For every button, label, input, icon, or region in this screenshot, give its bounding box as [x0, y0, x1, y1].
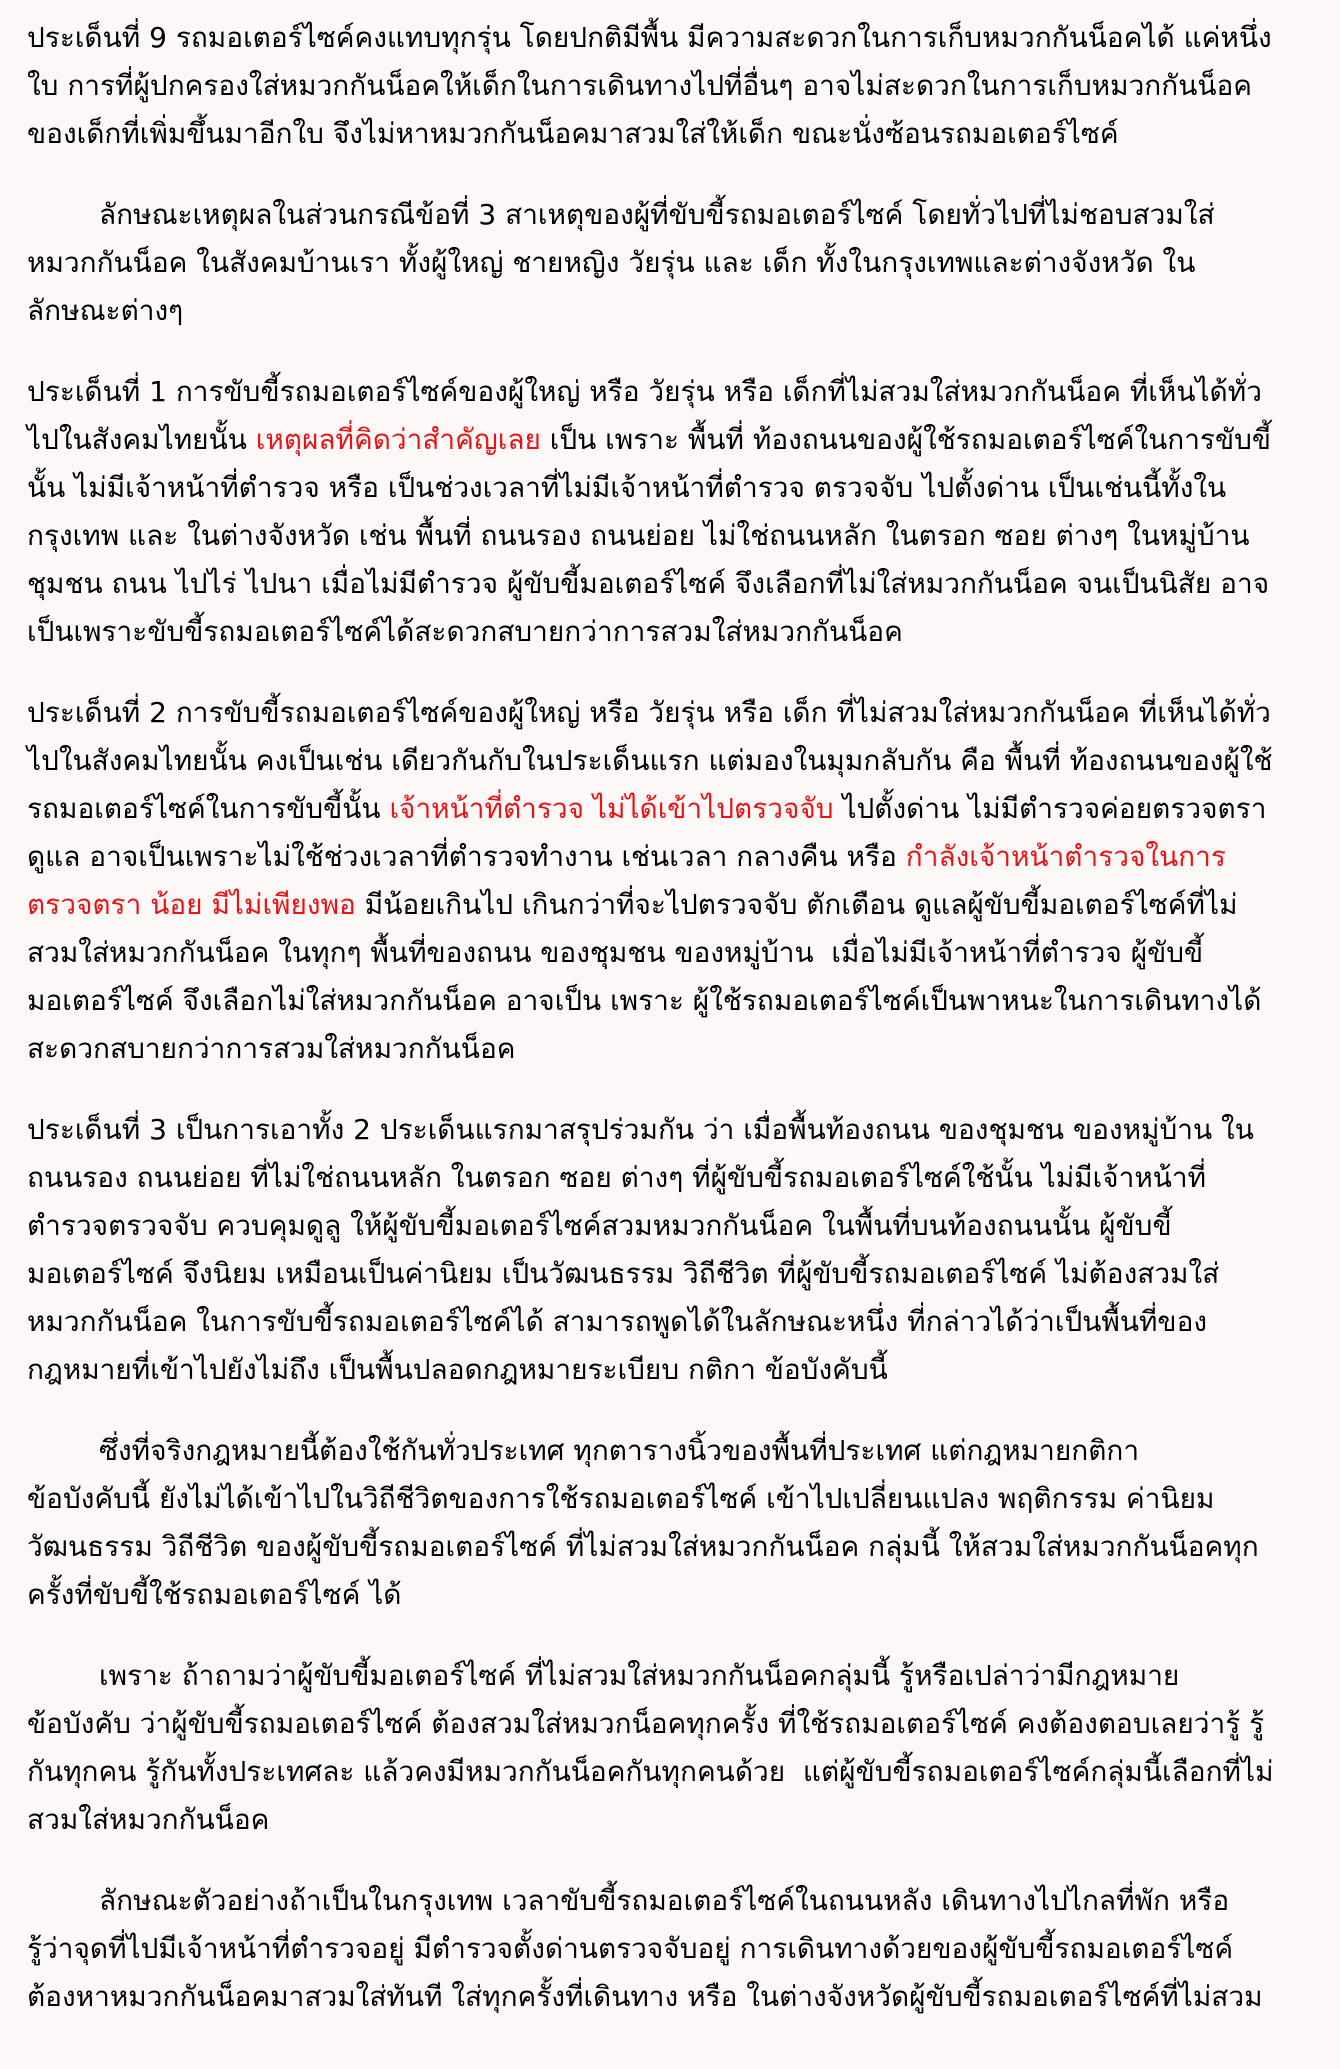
paragraph	[27, 689, 1312, 1073]
text-run: ถนนรอง ถนนย่อย ที่ไม่ใช่ถนนหลัก ในตรอก ซอย ต่างๆ ที่ผู้ขับขี้รถมอเตอร์ไซค์ใช้นั้น ไม่มีเจ้าหน้าที่	[27, 1161, 1207, 1194]
text-run: ข้อบังคับนี้ ยังไม่ได้เข้าไปในวิถีชีวิตของการใช้รถมอเตอร์ไซค์ เข้าไปเปลี่ยนแปลง พฤติกรรม ค่านิยม	[27, 1482, 1215, 1515]
text-run: เพราะ ถ้าถามว่าผู้ขับขี้มอเตอร์ไซค์ ที่ไม่สวมใส่หมวกกันน็อคกลุ่มนี้ รู้หรือเปล่าว่ามีกฎหมาย	[99, 1659, 1180, 1692]
highlighted-text-run: กำลังเจ้าหน้าตำรวจในการ	[905, 840, 1226, 873]
paragraph	[27, 1877, 1312, 2021]
text-run: เป็น เพราะ พื้นที่ ท้องถนนของผู้ใช้รถมอเตอร์ไซค์ในการขับขี้	[540, 423, 1272, 456]
text-run: กันทุกคน รู้กันทั้งประเทศละ แล้วคงมีหมวกกันน็อคกันทุกคนด้วย แต่ผู้ขับขี้รถมอเตอร์ไซค์กลุ่มนี้เลือกที่ไม่	[27, 1755, 1274, 1788]
paragraph	[27, 1106, 1312, 1394]
text-run: ประเด็นที่ 9 รถมอเตอร์ไซค์คงแทบทุกรุ่น โดยปกติมีพื้น มีความสะดวกในการเก็บหมวกกันน็อคได้ แค่หนึ่ง	[27, 21, 1272, 54]
text-run: นั้น ไม่มีเจ้าหน้าที่ตำรวจ หรือ เป็นช่วงเวลาที่ไม่มีเจ้าหน้าที่ตำรวจ ตรวจจับ ไปตั้งด่าน เป็นเช่นนี้ทั้งใน	[27, 471, 1227, 504]
text-run: ตำรวจตรวจจับ ควบคุมดูลู ให้ผู้ขับขี้มอเตอร์ไซค์สวมหมวกกันน็อค ในพื้นที่บนท้องถนนนั้น ผู้ขับขี้	[27, 1209, 1172, 1242]
text-run: ไปตั้งด่าน ไม่มีตำรวจค่อยตรวจตรา	[833, 792, 1267, 825]
text-run: สวมใส่หมวกกันน็อค	[27, 1803, 270, 1836]
text-run: ลักษณะตัวอย่างถ้าเป็นในกรุงเทพ เวลาขับขี้รถมอเตอร์ไซค์ในถนนหลัง เดินทางไปไกลที่พัก หรือ	[99, 1884, 1230, 1917]
text-run: รู้ว่าจุดที่ไปมีเจ้าหน้าที่ตำรวจอยู่ มีตำรวจตั้งด่านตรวจจับอยู่ การเดินทางด้วยของผู้ขับขี้รถมอเตอร์ไซค์	[27, 1932, 1234, 1965]
paragraph	[27, 368, 1312, 656]
text-run: หมวกกันน็อค ในการขับขี้รถมอเตอร์ไซค์ได้ สามารถพูดได้ในลักษณะหนึ่ง ที่กล่าวได้ว่าเป็นพื้นที่ของ	[27, 1305, 1208, 1338]
text-run: ซึ่งที่จริงกฎหมายนี้ต้องใช้กันทั่วประเทศ ทุกตารางนิ้วของพื้นที่ประเทศ แต่กฎหมายกติกา	[99, 1434, 1140, 1467]
text-run: ข้อบังคับ ว่าผู้ขับขี้รถมอเตอร์ไซค์ ต้องสวมใส่หมวกน็อคทุกครั้ง ที่ใช้รถมอเตอร์ไซค์ คงต้องตอบเลยว่ารู้ รู้	[27, 1707, 1265, 1740]
paragraph	[27, 1427, 1312, 1619]
highlighted-text-run: เหตุผลที่คิดว่าสำคัญเลย	[255, 423, 541, 456]
text-run: ใบ การที่ผู้ปกครองใส่หมวกกันน็อคให้เด็กในการเดินทางไปที่อื่นๆ อาจไม่สะดวกในการเก็บหมวกกันน็อค	[27, 69, 1253, 102]
text-run: หมวกกันน็อค ในสังคมบ้านเรา ทั้งผู้ใหญ่ ชายหญิง วัยรุ่น และ เด็ก ทั้งในกรุงเทพและต่างจังหวัด ใน	[27, 246, 1196, 279]
text-run: มอเตอร์ไซค์ จึงนิยม เหมือนเป็นค่านิยม เป็นวัฒนธรรม วิถีชีวิต ที่ผู้ขับขี้รถมอเตอร์ไซค์ ไม่ต้องสวมใส่	[27, 1257, 1220, 1290]
text-run: ลักษณะเหตุผลในส่วนกรณีข้อที่ 3 สาเหตุของผู้ที่ขับขี้รถมอเตอร์ไซค์ โดยทั่วไปที่ไม่ชอบสวมใส่	[99, 198, 1215, 231]
text-run: สะดวกสบายกว่าการสวมใส่หมวกกันน็อค	[27, 1032, 516, 1065]
text-run: ชุมชน ถนน ไปไร่ ไปนา เมื่อไม่มีตำรวจ ผู้ขับขี้มอเตอร์ไซค์ จึงเลือกที่ไม่ใส่หมวกกันน็อค จนเป็นนิสัย อาจ	[27, 567, 1270, 600]
text-run: สวมใส่หมวกกันน็อค ในทุกๆ พื้นที่ของถนน ของชุมชน ของหมู่บ้าน เมื่อไม่มีเจ้าหน้าที่ตำรวจ ผู้ขับขี้	[27, 936, 1204, 969]
text-run: ลักษณะต่างๆ	[27, 294, 184, 327]
highlighted-text-run: เจ้าหน้าที่ตำรวจ ไม่ได้เข้าไปตรวจจับ	[389, 792, 834, 825]
highlighted-text-run: ตรวจตรา น้อย มีไม่เพียงพอ	[27, 888, 356, 921]
text-run: ไปในสังคมไทยนั้น คงเป็นเช่น เดียวกันกับในประเด็นแรก แต่มองในมุมกลับกัน คือ พื้นที่ ท้องถนนของผู้ใช้	[27, 744, 1273, 777]
text-run: ครั้งที่ขับขี้ใช้รถมอเตอร์ไซค์ ได้	[27, 1578, 402, 1611]
paragraph	[27, 191, 1312, 335]
text-run: ประเด็นที่ 2 การขับขี้รถมอเตอร์ไซค์ของผู้ใหญ่ หรือ วัยรุ่น หรือ เด็ก ที่ไม่สวมใส่หมวกกันน็อค ที่เห็นได้ทั่ว	[27, 696, 1271, 729]
text-run: รถมอเตอร์ไซค์ในการขับขี้นั้น	[27, 792, 390, 825]
text-run: ไปในสังคมไทยนั้น	[27, 423, 256, 456]
text-run: ประเด็นที่ 1 การขับขี้รถมอเตอร์ไซค์ของผู้ใหญ่ หรือ วัยรุ่น หรือ เด็กที่ไม่สวมใส่หมวกกันน็อค ที่เห็นได้ทั่ว	[27, 375, 1262, 408]
text-run: วัฒนธรรม วิถีชีวิต ของผู้ขับขี้รถมอเตอร์ไซค์ ที่ไม่สวมใส่หมวกกันน็อค กลุ่มนี้ ให้สวมใส่หมวกกันน็อคทุก	[27, 1530, 1259, 1563]
text-run: กรุงเทพ และ ในต่างจังหวัด เช่น พื้นที่ ถนนรอง ถนนย่อย ไม่ใช่ถนนหลัก ในตรอก ซอย ต่างๆ ในหมู่บ้าน	[27, 519, 1250, 552]
text-run: มอเตอร์ไซค์ จึงเลือกไม่ใส่หมวกกันน็อค อาจเป็น เพราะ ผู้ใช้รถมอเตอร์ไซค์เป็นพาหนะในการเดินทางได้	[27, 984, 1262, 1017]
paragraph	[27, 14, 1312, 158]
text-run: กฎหมายที่เข้าไปยังไม่ถึง เป็นพื้นปลอดกฎหมายระเบียบ กติกา ข้อบังคับนี้	[27, 1353, 888, 1386]
text-run: ของเด็กที่เพิ่มขึ้นมาอีกใบ จึงไม่หาหมวกกันน็อคมาสวมใส่ให้เด็ก ขณะนั่งซ้อนรถมอเตอร์ไซค์	[27, 117, 1119, 150]
text-run: ประเด็นที่ 3 เป็นการเอาทั้ง 2 ประเด็นแรกมาสรุปร่วมกัน ว่า เมื่อพื้นท้องถนน ของชุมชน ของหมู่บ้าน ใน	[27, 1113, 1254, 1146]
text-run: ต้องหาหมวกกันน็อคมาสวมใส่ทันที ใส่ทุกครั้งที่เดินทาง หรือ ในต่างจังหวัดผู้ขับขี้รถมอเตอร์ไซค์ที่ไม่สวม	[27, 1980, 1263, 2013]
text-run: เป็นเพราะขับขี้รถมอเตอร์ไซค์ได้สะดวกสบายกว่าการสวมใส่หมวกกันน็อค	[27, 615, 903, 648]
text-run: มีน้อยเกินไป เกินกว่าที่จะไปตรวจจับ ตักเตือน ดูแลผู้ขับขี้มอเตอร์ไซค์ที่ไม่	[355, 888, 1238, 921]
text-run: ดูแล อาจเป็นเพราะไม่ใช้ช่วงเวลาที่ตำรวจทำงาน เช่นเวลา กลางคืน หรือ	[27, 840, 906, 873]
paragraph	[27, 1652, 1312, 1844]
